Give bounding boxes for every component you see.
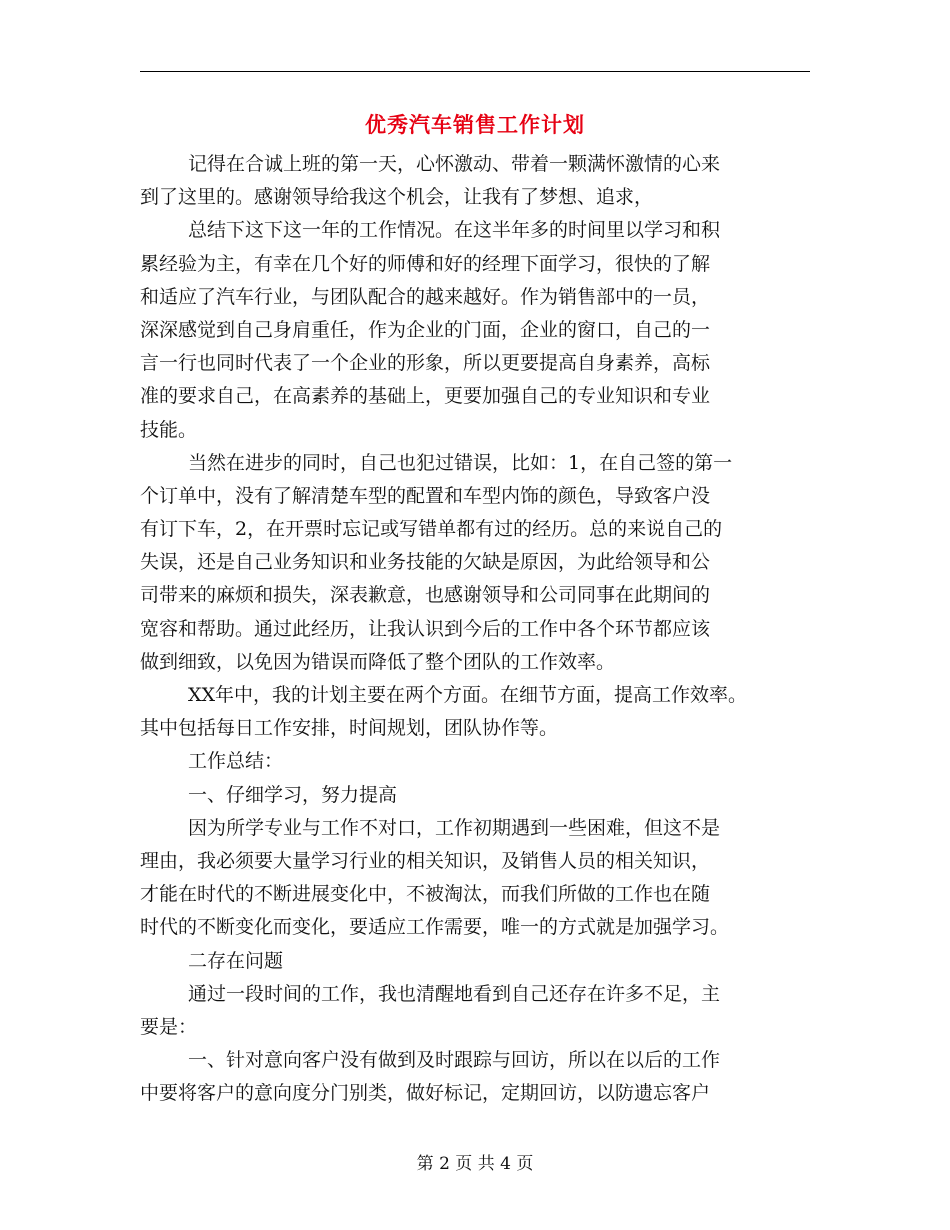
body-line: XX年中，我的计划主要在两个方面。在细节方面，提高工作效率。 [188, 684, 748, 706]
body-line: 其中包括每日工作安排，时间规划，团队协作等。 [140, 717, 559, 740]
body-line: 时代的不断变化而变化，要适应工作需要，唯一的方式就是加强学习。 [140, 916, 730, 939]
body-line: 要是： [140, 1015, 198, 1038]
body-line: 记得在合诚上班的第一天，心怀激动、带着一颗满怀激情的心来 [188, 153, 721, 175]
body-line: 因为所学专业与工作不对口，工作初期遇到一些困难，但这不是 [188, 816, 721, 839]
body-line: 做到细致，以免因为错误而降低了整个团队的工作效率。 [140, 650, 616, 673]
body-line: 宽容和帮助。通过此经历，让我认识到今后的工作中各个环节都应该 [140, 617, 711, 640]
body-line: 有订下车，2，在开票时忘记或写错单都有过的经历。总的来说自己的 [140, 518, 723, 541]
page-number: 第 2 页 共 4 页 [416, 1154, 534, 1174]
body-line: 通过一段时间的工作，我也清醒地看到自己还存在许多不足，主 [188, 982, 721, 1005]
body-line: 理由，我必须要大量学习行业的相关知识，及销售人员的相关知识， [140, 849, 711, 872]
body-line: 总结下这下这一年的工作情况。在这半年多的时间里以学习和积 [188, 219, 721, 242]
document-title: 优秀汽车销售工作计划 [365, 112, 585, 137]
body-line: 司带来的麻烦和损失，深表歉意，也感谢领导和公司同事在此期间的 [140, 584, 711, 607]
body-line: 深深感觉到自己身肩重任，作为企业的门面，企业的窗口，自己的一 [140, 318, 711, 341]
body-line: 言一行也同时代表了一个企业的形象，所以更要提高自身素养，高标 [140, 352, 711, 375]
body-line: 到了这里的。感谢领导给我这个机会，让我有了梦想、追求， [140, 186, 654, 209]
header-rule [140, 71, 810, 72]
body-line: 技能。 [140, 418, 198, 441]
body-line: 个订单中，没有了解清楚车型的配置和车型内饰的颜色，导致客户没 [140, 484, 711, 507]
body-line: 一、针对意向客户没有做到及时跟踪与回访，所以在以后的工作 [188, 1049, 721, 1072]
document-body [140, 148, 820, 1110]
body-line: 累经验为主，有幸在几个好的师傅和好的经理下面学习，很快的了解 [140, 252, 711, 275]
body-line: 当然在进步的同时，自己也犯过错误，比如：1，在自己签的第一 [188, 451, 733, 474]
body-line: 准的要求自己，在高素养的基础上，更要加强自己的专业知识和专业 [140, 385, 711, 408]
body-line: 二存在问题 [188, 949, 284, 972]
body-line: 才能在时代的不断进展变化中，不被淘汰，而我们所做的工作也在随 [140, 883, 711, 906]
body-line: 失误，还是自己业务知识和业务技能的欠缺是原因，为此给领导和公 [140, 551, 711, 574]
body-line: 中要将客户的意向度分门别类，做好标记，定期回访，以防遗忘客户 [140, 1082, 711, 1105]
body-line: 和适应了汽车行业，与团队配合的越来越好。作为销售部中的一员， [140, 285, 711, 308]
body-line: 一、仔细学习，努力提高 [188, 783, 398, 806]
body-line: 工作总结： [188, 750, 284, 773]
